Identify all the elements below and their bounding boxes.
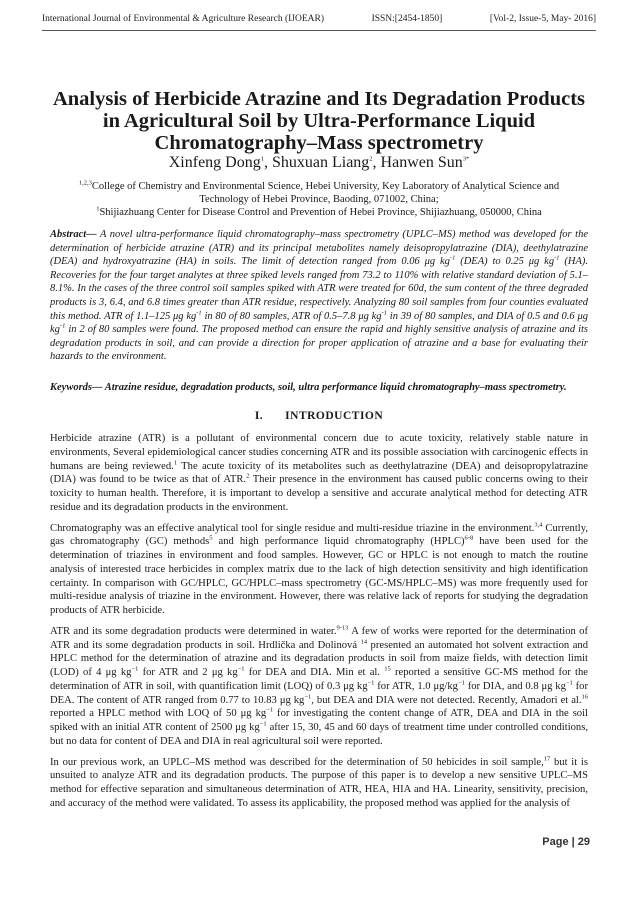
unit-sup: -1 — [196, 309, 202, 317]
citation-sup: 15 — [384, 665, 391, 673]
paragraph-1 — [50, 432, 588, 515]
citation-sup: 1 — [173, 458, 178, 466]
paragraph-3 — [50, 625, 588, 749]
abstract-text: in 80 of 80 samples, ATR of 0.5–7.8 μg kg — [201, 310, 382, 322]
running-header — [42, 14, 596, 24]
affiliation-2 — [58, 206, 580, 219]
unit-sup: -1 — [449, 254, 456, 262]
paragraph-text: for DIA, and 0.8 μg kg — [464, 680, 566, 692]
citation-sup: 16 — [581, 692, 588, 700]
unit-sup: −1 — [131, 665, 139, 673]
paragraph-text: but it is unsuited to analyze ATR and its degradation products. The purpose of this paper is to develop a new sensitive UPLC–MS method for effective separation and simultaneous determination of ATR, HEA, HIA and HA. Linearity, sensitivity, precision, and accuracy of the method were validated. To assess its applicability, the proposed method was applied for the analysis of — [50, 756, 588, 809]
unit-sup: −1 — [304, 692, 312, 700]
unit-sup: −1 — [565, 679, 573, 687]
citation-sup: 9-13 — [336, 624, 349, 632]
paragraph-text: ATR and its some degradation products were determined in water. — [50, 625, 337, 637]
abstract — [50, 228, 588, 364]
author-list: Xinfeng Dong$^1$, Shuxuan Liang$^2$, Hanwen Sun$^{3*}$ — [168, 154, 470, 171]
paper-title: Analysis of Herbicide Atrazine and Its Degradation Products in Agricultural Soil by Ultra-Performance Liquid Chromatography–Mass spectrometry — [52, 88, 586, 154]
abstract-text: in 39 of 80 samples, and DIA of 0.5 and 0.6 μg kg — [50, 310, 588, 336]
citation-sup: 14 — [360, 637, 368, 645]
paragraph-text: A few of works were reported for the determination of ATR and its some degradation products in soil. Hrdlička and Dolinová — [50, 625, 588, 651]
paragraph-text: In our previous work, an UPLC–MS method was described for the determination of 50 hebicides in soil sample, — [50, 756, 544, 768]
paragraph-4 — [50, 756, 588, 811]
citation-sup: 17 — [543, 754, 551, 762]
paragraph-text: Their presence in the environment has caused public concerns owing to their toxicity to human health. Therefore, it is important to develop a sensitive and accurate analytical method for detecting ATR residue and its degradation products in the environment. — [50, 474, 588, 513]
citation-sup: 2 — [246, 472, 250, 480]
affiliation-1 — [58, 180, 580, 206]
author-name: Xinfeng Dong — [168, 154, 261, 171]
keywords — [50, 381, 588, 394]
affiliation-sup: 1,2,3 — [78, 179, 92, 187]
header-rule — [42, 30, 596, 31]
affiliation-sup: 1 — [96, 205, 100, 213]
paragraph-2 — [50, 522, 588, 618]
author-name: Hanwen Sun — [380, 154, 463, 171]
affiliation-text: Shijiazhuang Center for Disease Control and Prevention of Hebei Province, Shijiazhuang, 050000, China — [99, 207, 542, 218]
unit-sup: -1 — [381, 309, 387, 317]
paragraph-text: for DEA and DIA. Min et al. — [244, 667, 385, 678]
paragraph-text: Herbicide atrazine (ATR) is a pollutant of environmental concern due to acute toxicity, relatively stable nature in environments, Several epidemiological cancer studies concerning ATR and its possible association with carcinogenic effects in humans are being reviewed. — [50, 433, 588, 472]
journal-name: International Journal of Environmental & Agriculture Research (IJOEAR) — [42, 14, 325, 24]
paragraph-text: reported a HPLC method with LOQ of 50 μg kg — [50, 708, 267, 720]
abstract-label: Abstract— — [50, 229, 97, 240]
paragraph-text: , but DEA and DIA were not detected. Recently, Amadori et al. — [311, 694, 582, 706]
author-sup: 1 — [260, 155, 264, 163]
citation-sup: 3,4 — [534, 520, 543, 528]
unit-sup: -1 — [554, 254, 560, 262]
paragraph-text: for ATR, 1.0 μg/kg — [374, 680, 458, 692]
paragraph-text: reported a sensitive GC-MS method for the determination of ATR in soil, with quantification limit (LOQ) of 0.3 μg kg — [50, 667, 589, 692]
paragraph-text: and high performance liquid chromatography (HPLC) — [212, 536, 465, 548]
unit-sup: −1 — [367, 679, 375, 687]
unit-sup: −1 — [259, 720, 267, 728]
affiliations — [58, 180, 580, 219]
author-sup: 3* — [462, 155, 470, 163]
author-name: Shuxuan Liang — [271, 154, 370, 171]
section-number: I. — [254, 410, 264, 422]
page-number: Page | 29 — [542, 836, 590, 848]
body-text — [50, 432, 588, 818]
paragraph-text: for ATR and 2 μg kg — [138, 667, 238, 678]
paragraph-text: The acute toxicity of its metabolites such as deethylatrazine (DEA) and deisopropylatrazine (DIA) was found to be twice as that of ATR. — [50, 460, 588, 486]
section-title: INTRODUCTION — [285, 410, 384, 422]
paragraph-text: after 15, 30, 45 and 60 days of treatment time under controlled conditions, but no data for content of DEA and DIA in real agricultural soil were reported. — [50, 722, 588, 747]
author-sup: 2 — [369, 155, 373, 163]
section-heading — [50, 410, 588, 422]
keywords-text: Atrazine residue, degradation products, soil, ultra performance liquid chromatography–mass spectrometry. — [102, 382, 567, 393]
citation-sup: 6-8 — [464, 534, 474, 542]
abstract-text: (DEA) to 0.25 μg kg — [455, 256, 555, 268]
unit-sup: −1 — [457, 679, 465, 687]
paragraph-text: for DEA. The content of ATR ranged from 0.77 to 10.83 μg kg — [50, 680, 588, 706]
volume-issue: [Vol-2, Issue-5, May- 2016] — [489, 14, 596, 24]
citation-sup: 5 — [209, 534, 213, 542]
unit-sup: -1 — [59, 322, 66, 330]
paragraph-text: have been used for the determination of triazines in environment and food samples. However, GC or HPLC is not enough to match the routine analysis of interested trace herbicides in complex matrix due to the lack of high detection sensitivity and high identification certainty. In comparison with GC/HPLC, GC/HPLC–mass spectrometry (GC-MS/HPLC–MS) was more frequently used for multi-residue analysis of triazine in the environment. However, there was relative lack of reports for studying the degradation products of ATR herbicide. — [50, 536, 589, 616]
issn: ISSN:[2454-1850] — [371, 14, 443, 24]
paragraph-text: for investigating the content change of ATR, DEA and DIA in the soil spiked with an initial ATR content of 2500 μg kg — [50, 708, 588, 733]
abstract-text: A novel ultra-performance liquid chromatography–mass spectrometry (UPLC–MS) method was developed for the determination of herbicide atrazine (ATR) and its principal metabolites namely deisopropylatrazine (DIA), deethylatrazine (DEA) and hydroxyatrazine (HA) in soils. The limit of detection ranged from 0.06 μg kg — [50, 229, 588, 268]
paragraph-text: Currently, gas chromatography (GC) methods — [50, 522, 588, 548]
paragraph-text: Chromatography was an effective analytical tool for single residue and multi-residue triazine in the environment. — [50, 522, 535, 534]
abstract-text: in 2 of 80 samples were found. The proposed method can ensure the rapid and highly sensitive analysis of atrazine and its degradation products in soil, and can provide a direction for proper application of atrazine and a base for evaluating their hazards to the environment. — [50, 324, 588, 363]
unit-sup: −1 — [266, 706, 274, 714]
abstract-text: (HA). Recoveries for the four target analytes at three spiked levels ranged from 73.2 to 110% with relative standard deviation of 5.1–8.1%. In the cases of the three control soil samples spiked with ATR were treated for 60d, the sum content of the three degraded products is 3, 6.4, and 6.8 times greater than ATR residue, respectively. Analyzing 80 soil samples from four counties evaluated this method. ATR of 1.1–125 μg kg — [50, 256, 588, 322]
keywords-label: Keywords— — [50, 382, 103, 393]
affiliation-text: College of Chemistry and Environmental Science, Hebei University, Key Laboratory of Analytical Science and Technology of Hebei Province, Baoding, 071002, China; — [91, 181, 560, 205]
unit-sup: −1 — [237, 665, 245, 673]
paragraph-text: presented an automated hot solvent extraction and HPLC method for the determination of atrazine and its degradation products in soil from maize fields, with detection limit (LOD) of 4 μg kg — [50, 639, 589, 678]
